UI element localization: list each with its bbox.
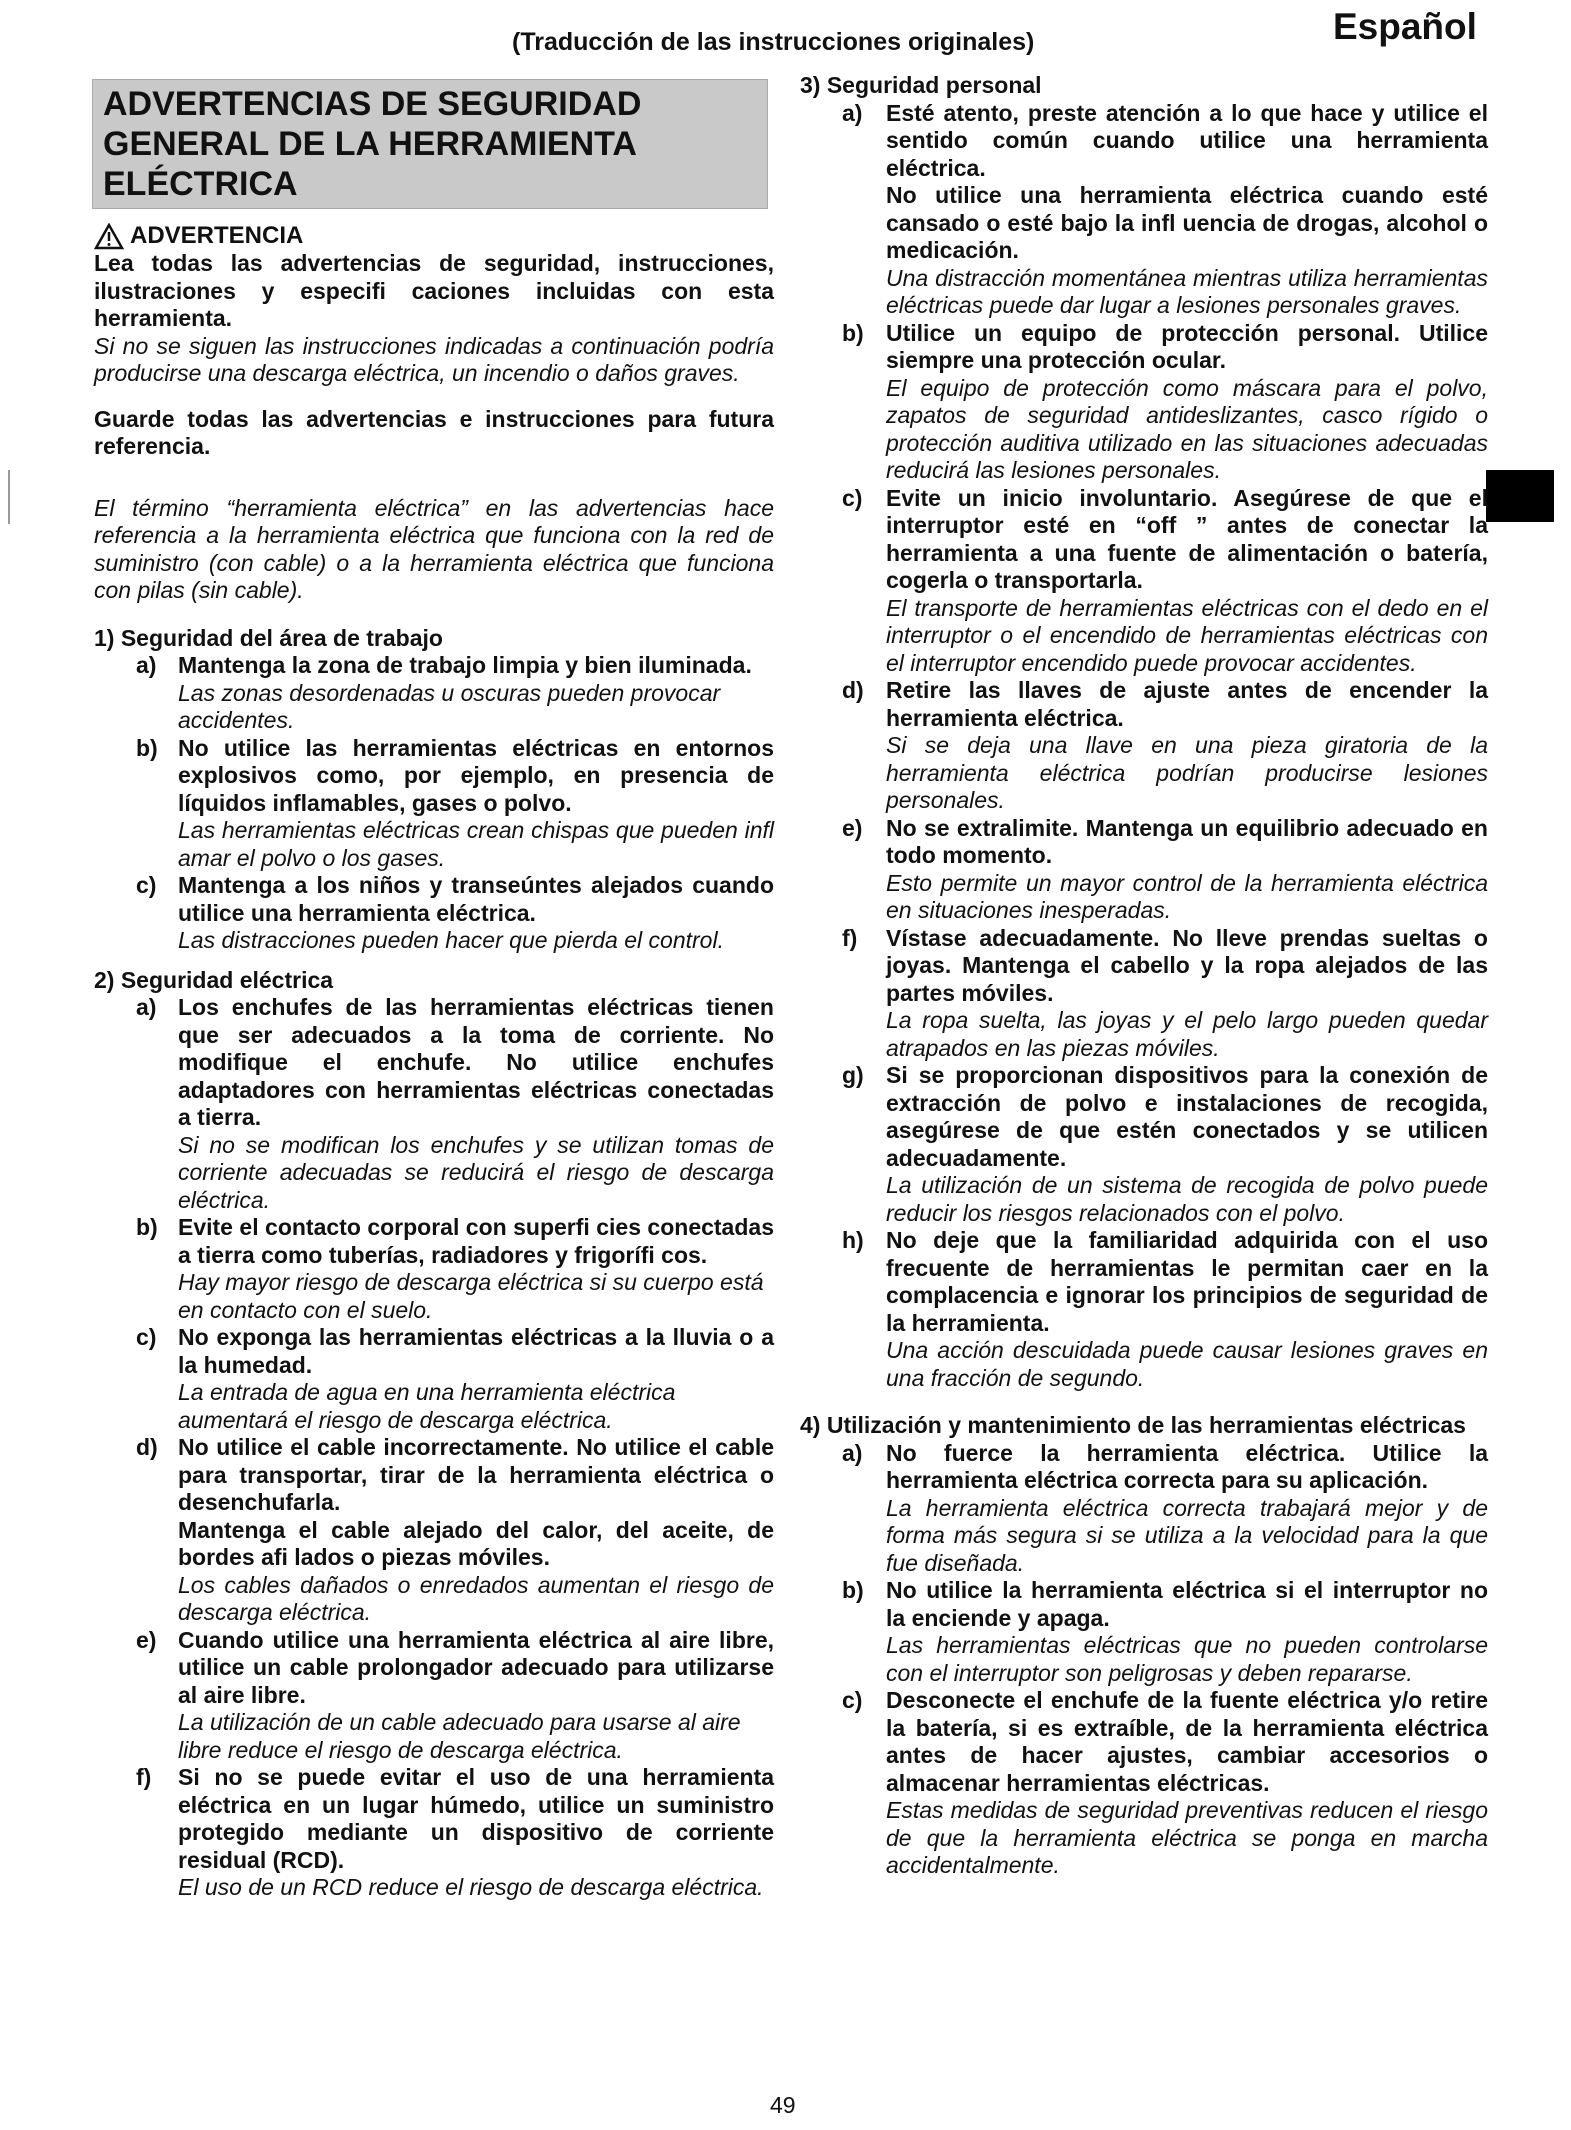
list-item-note: La entrada de agua en una herramienta eléctrica aumentará el riesgo de descarga eléctrica. (178, 1379, 676, 1433)
warning-heading (94, 222, 774, 250)
list-item: a) Mantenga la zona de trabajo limpia y bien iluminada. (136, 652, 752, 678)
list-item-note: La herramienta eléctrica correcta trabajará mejor y de forma más segura si se utiliza a la velocidad para la que fue diseñada. (886, 1494, 1488, 1576)
list-item: f) Vístase adecuadamente. No lleve prendas sueltas o joyas. Mantenga el cabello y la ropa alejados de las partes móviles. (842, 924, 1488, 1006)
list-item: b) No utilice las herramientas eléctricas en entornos explosivos como, por ejemplo, en presencia de líquidos inflamables, gases o polvo. (136, 734, 774, 816)
list-item-note: Las herramientas eléctricas que no pueden controlarse con el interruptor son peligrosas y deben repararse. (886, 1632, 1488, 1686)
translation-note: (Traducción de las instrucciones originales) (512, 28, 1035, 56)
list-item-note: La ropa suelta, las joyas y el pelo largo pueden quedar atrapados en las piezas móviles. (886, 1007, 1488, 1061)
list-item: c) Mantenga a los niños y transeúntes alejados cuando utilice una herramienta eléctrica. (136, 872, 774, 926)
list-item: e) No se extralimite. Mantenga un equilibrio adecuado en todo momento. (842, 814, 1488, 868)
list-item-note: La utilización de un sistema de recogida de polvo puede reducir los riesgos relacionados con el polvo. (886, 1172, 1488, 1226)
section-3 (800, 72, 1488, 1392)
list-item-note: Hay mayor riesgo de descarga eléctrica si su cuerpo está en contacto con el suelo. (178, 1269, 764, 1323)
warning-bold-text: Lea todas las advertencias de seguridad, instrucciones, ilustraciones y especifi caciones incluidas con esta herramienta. (94, 250, 774, 331)
list-item-note: El transporte de herramientas eléctricas con el dedo en el interruptor o el encendido de herramientas eléctricas con el interruptor encendido puede provocar accidentes. (886, 594, 1488, 676)
list-item-note: Las herramientas eléctricas crean chispas que pueden infl amar el polvo o los gases. (178, 817, 774, 871)
warning-label: ADVERTENCIA (130, 222, 304, 249)
list-item-note: La utilización de un cable adecuado para usarse al aire libre reduce el riesgo de descarga eléctrica. (178, 1709, 741, 1763)
list-item-note: Las zonas desordenadas u oscuras pueden provocar accidentes. (178, 679, 721, 733)
list-item: c) Evite un inicio involuntario. Asegúrese de que el interruptor esté en “off ” antes de conectar la herramienta a una fuente de alimentación o batería, cogerla o transportarla. (842, 484, 1488, 593)
list-item: e) Cuando utilice una herramienta eléctrica al aire libre, utilice un cable prolongador adecuado para utilizarse al aire libre. (136, 1626, 774, 1708)
list-item: a) Los enchufes de las herramientas eléctricas tienen que ser adecuados a la toma de corriente. No modifique el enchufe. No utilice enchufes adaptadores con herramientas eléctricas conectadas a tierra. (136, 994, 774, 1130)
list-item: c) No exponga las herramientas eléctricas a la lluvia o a la humedad. (136, 1324, 774, 1378)
margin-mark (8, 470, 10, 524)
list-item-note: Una distracción momentánea mientras utiliza herramientas eléctricas puede dar lugar a lesiones personales graves. (886, 264, 1488, 318)
list-item-note: Los cables dañados o enredados aumentan el riesgo de descarga eléctrica. (178, 1571, 774, 1625)
title-line-1: ADVERTENCIAS DE SEGURIDAD (103, 85, 642, 123)
left-column (94, 222, 774, 1902)
list-item-note: El uso de un RCD reduce el riesgo de descarga eléctrica. (178, 1874, 764, 1900)
section-2-heading: 2) Seguridad eléctrica (94, 966, 334, 993)
title-line-3: ELÉCTRICA (103, 165, 298, 203)
warning-triangle-icon (94, 223, 124, 250)
section-4-heading: 4) Utilización y mantenimiento de las herramientas eléctricas (800, 1412, 1466, 1438)
page-title (92, 79, 768, 209)
list-item: d) No utilice el cable incorrectamente. No utilice el cable para transportar, tirar de la herramienta eléctrica o desenchufarla. Mantenga el cable alejado del calor, del aceite, de bordes afi lados o piezas móviles. (136, 1434, 774, 1570)
section-1 (94, 625, 774, 955)
list-item-note: Estas medidas de seguridad preventivas reducen el riesgo de que la herramienta eléctrica se ponga en marcha accidentalmente. (886, 1797, 1488, 1878)
section-1-heading: 1) Seguridad del área de trabajo (94, 624, 443, 651)
list-item: g) Si se proporcionan dispositivos para la conexión de extracción de polvo e instalaciones de recogida, asegúrese de que estén conectados y se utilicen adecuadamente. (842, 1062, 1488, 1171)
right-column (800, 72, 1488, 1880)
list-item: b) Utilice un equipo de protección personal. Utilice siempre una protección ocular. (842, 319, 1488, 373)
list-item-note: Esto permite un mayor control de la herramienta eléctrica en situaciones inesperadas. (886, 869, 1488, 923)
section-2 (94, 967, 774, 1902)
keep-instructions-text: Guarde todas las advertencias e instrucciones para futura referencia. (94, 405, 774, 459)
list-item: b) No utilice la herramienta eléctrica si el interruptor no la enciende y apaga. (842, 1577, 1488, 1631)
list-item-note: Si no se modifican los enchufes y se utilizan tomas de corriente adecuadas se reducirá el riesgo de descarga eléctrica. (178, 1131, 774, 1213)
page-number: 49 (770, 2092, 796, 2118)
warning-italic-text: Si no se siguen las instrucciones indicadas a continuación podría producirse una descarga eléctrica, un incendio o daños graves. (94, 332, 774, 386)
list-item-note: Si se deja una llave en una pieza giratoria de la herramienta eléctrica podrían producirse lesiones personales. (886, 732, 1488, 813)
section-3-heading: 3) Seguridad personal (800, 72, 1042, 98)
list-item: d) Retire las llaves de ajuste antes de encender la herramienta eléctrica. (842, 677, 1488, 731)
list-item: c) Desconecte el enchufe de la fuente eléctrica y/o retire la batería, si es extraíble, de la herramienta eléctrica antes de hacer ajustes, cambiar accesorios o almacenar herramientas eléctricas. (842, 1687, 1488, 1796)
section-4 (800, 1412, 1488, 1880)
list-item: a) Esté atento, preste atención a lo que hace y utilice el sentido común cuando utilice una herramienta eléctrica. No utilice una herramienta eléctrica cuando esté cansado o esté bajo la infl uencia de drogas, alcohol o medicación. (842, 99, 1488, 263)
term-definition-text: El término “herramienta eléctrica” en las advertencias hace referencia a la herramienta eléctrica que funciona con la red de suministro (con cable) o a la herramienta eléctrica que funciona con pilas (sin cable). (94, 494, 774, 603)
list-item-note: Las distracciones pueden hacer que pierda el control. (178, 927, 724, 953)
list-item: f) Si no se puede evitar el uso de una herramienta eléctrica en un lugar húmedo, utilice un suministro protegido mediante un dispositivo de corriente residual (RCD). (136, 1764, 774, 1873)
list-item: h) No deje que la familiaridad adquirida con el uso frecuente de herramientas le permitan caer en la complacencia e ignorar los principios de seguridad de la herramienta. (842, 1227, 1488, 1336)
list-item: b) Evite el contacto corporal con superfi cies conectadas a tierra como tuberías, radiadores y frigorífi cos. (136, 1214, 774, 1268)
list-item: a) No fuerce la herramienta eléctrica. Utilice la herramienta eléctrica correcta para su aplicación. (842, 1439, 1488, 1493)
list-item-note: El equipo de protección como máscara para el polvo, zapatos de seguridad antideslizantes, casco rígido o protección auditiva utilizado en las situaciones adecuadas reducirá las lesiones personales. (886, 374, 1488, 483)
language-label: Español (1333, 6, 1477, 47)
list-item-note: Una acción descuidada puede causar lesiones graves en una fracción de segundo. (886, 1337, 1488, 1391)
section-tab-marker (1486, 470, 1554, 522)
title-line-2: GENERAL DE LA HERRAMIENTA (103, 125, 637, 163)
